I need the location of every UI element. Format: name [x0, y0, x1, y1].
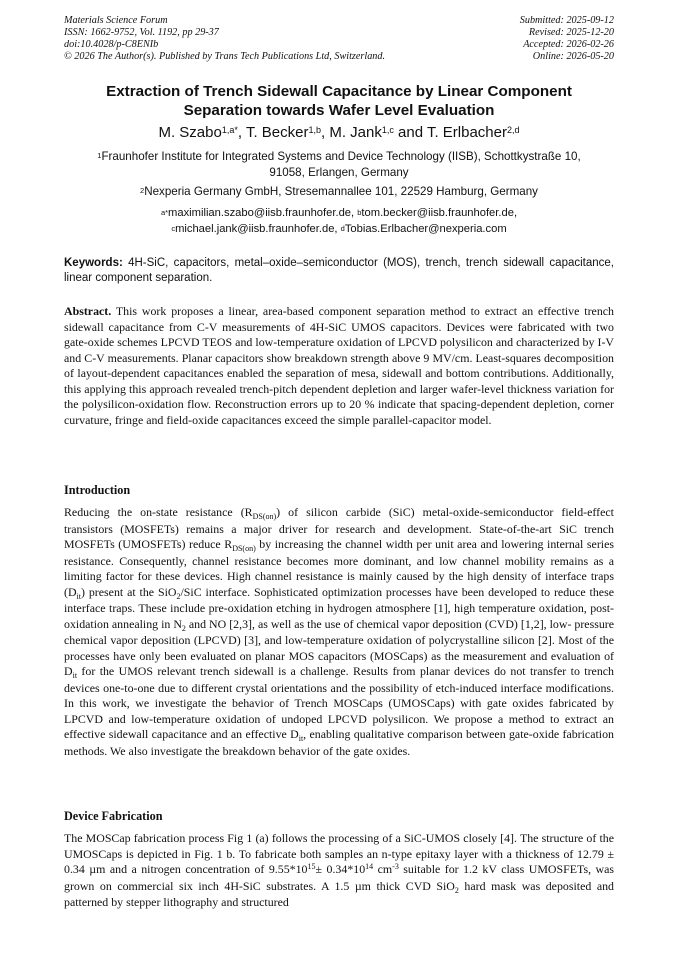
introduction-paragraph: [64, 505, 614, 759]
submitted-date: Submitted: 2025-09-12: [519, 15, 614, 26]
journal-name: Materials Science Forum: [64, 15, 168, 26]
affiliation-mark: 1: [97, 151, 102, 160]
subscript: it: [76, 591, 81, 601]
text-run: ) of silicon carbide (SiC) metal-oxide-semiconductor field-effect transistors (MOSFETs) remains a major driver for research and development. State-of-the-art SiC trench MOSFETs (UMOSFETs) reduce R: [64, 505, 614, 551]
author-name: M. Jank: [329, 124, 382, 141]
keywords: [64, 256, 614, 286]
title-line-1: Extraction of Trench Sidewall Capacitance by Linear Component: [106, 83, 572, 100]
author-list: [64, 123, 614, 142]
subscript: DS(on): [232, 544, 256, 553]
introduction-heading: Introduction: [64, 483, 131, 497]
text-run: and NO [2,3], as well as the use of chemical vapor deposition (CVD) [1,2], low- pressure chemical vapor deposition (LPCVD) [3], and low-temperature oxidation of polycrystalline silicon [2]. Most of the processes have only been evaluated on planar MOS capacitors (MOSCaps) as the measurement and evaluation of D: [64, 616, 615, 678]
text-run: hard mask was deposited and patterned by stepper lithography and structured: [64, 878, 614, 909]
doi-line[interactable]: doi:10.4028/p-C8ENIb: [64, 39, 159, 50]
email-link[interactable]: tom.becker@iisb.fraunhofer.de,: [361, 207, 518, 219]
title-line-2: Separation towards Wafer Level Evaluation: [183, 102, 495, 119]
issn-line: ISSN: 1662-9752, Vol. 1192, pp 29-37: [64, 27, 219, 38]
text-run: ± 0.34*10: [315, 862, 366, 876]
subscript: it: [72, 671, 78, 680]
affiliation-mark: 2: [140, 186, 145, 195]
copyright-line: © 2026 The Author(s). Published by Trans Tech Publications Ltd, Switzerland.: [64, 51, 386, 62]
accepted-date: Accepted: 2026-02-26: [523, 39, 614, 50]
paper-title: [64, 82, 614, 120]
keywords-label: Keywords:: [64, 257, 123, 269]
author-name: T. Becker: [245, 124, 309, 141]
email-mark: b: [357, 208, 362, 217]
author-and: and: [393, 124, 427, 141]
abstract-text: This work proposes a linear, area-based component separation method to extract an effective trench sidewall capacitance from C-V measurements of 4H-SiC UMOS capacitors. Devices were fabricated with two gate-oxide schemes LPCVD TEOS and low-temperature oxidation of LPCVD polysilicon and characterized by I-V and C-V measurements. Planar capacitors show breakdown strength above 9 MV/cm. Least-squares decomposition of layout-dependent capacitances enabled the separation of mesa, sidewall and bottom contributions. Additionally, this applying this approach revealed trench-pitch dependent depletion and larger wafer-level thickness variation for the polysilicon-oxidation flow. Reconstruction errors up to 20 % indicate that spacing-dependent depletion, corner curvature, fringe and field-oxide capacitances exceed the simple parallel-capacitor model.: [64, 304, 614, 427]
text-run: /SiC interface. Sophisticated optimization processes have been developed to reduce these interface traps. These include pre-oxidation etching in hydrogen atmosphere [1], high temperature oxidation, post-oxidation annealing in N: [64, 584, 614, 631]
affiliation-text: Nexperia Germany GmbH, Stresemannallee 101, 22529 Hamburg, Germany: [144, 185, 538, 198]
text-run: ) present at the SiO: [81, 584, 177, 599]
abstract-label: Abstract.: [64, 304, 112, 318]
subscript: 2: [181, 623, 186, 633]
dates-info: [520, 15, 614, 63]
keywords-text: 4H-SiC, capacitors, metal–oxide–semiconductor (MOS), trench, trench sidewall capacitance, linear component separation.: [64, 257, 614, 284]
author-separator: ,: [237, 124, 246, 141]
journal-info: [64, 15, 385, 63]
email-mark: d: [340, 223, 345, 233]
text-run: for the UMOS relevant trench sidewall is a challenge. Results from planar devices do not transfer to trench devices one-to-one due to different crystal orientations and the possibility of etch-induced interface modifications. In this work, we investigate the behavior of Trench MOSCaps (UMOSCaps) with gate oxides fabricated by LPCVD and low-temperature oxidation of undoped LPCVD polysilicon. We propose a method to extract an effective sidewall capacitance and an effective D: [64, 664, 614, 741]
affiliation-text: 91058, Erlangen, Germany: [269, 165, 409, 179]
fabrication-heading: Device Fabrication: [64, 809, 163, 823]
text-run: by increasing the channel width per unit area and lowering internal series resistance. Consequently, channel resistance becomes more dominant, and low channel mobility remains as a limiting factor for these devices. High channel resistance is mainly caused by the high density of interface traps (D: [64, 537, 614, 599]
affiliation-2: [64, 184, 614, 200]
email-link[interactable]: maximilian.szabo@iisb.fraunhofer.de,: [168, 207, 358, 219]
author-affiliation-mark: 2,d: [507, 125, 520, 135]
superscript: 15: [307, 862, 316, 871]
text-run: , enabling qualitative comparison between gate-oxide fabrication methods. We also investigate the breakdown behavior of the gate oxides.: [64, 727, 614, 758]
text-run: Reducing the on-state resistance (R: [64, 505, 253, 519]
online-date: Online: 2026-05-20: [532, 51, 614, 62]
affiliation-text: Fraunhofer Institute for Integrated Systems and Device Technology (IISB), Schottkystraße 10,: [101, 150, 581, 163]
email-block: [64, 206, 614, 237]
revised-date: Revised: 2025-12-20: [528, 27, 614, 38]
author-name: M. Szabo: [158, 124, 222, 141]
text-run: suitable for 1.2 kV class UMOSFETs, was grown on commercial six inch 4H-SiC substrates. A 1.5 µm thick CVD SiO: [64, 862, 614, 893]
email-link[interactable]: michael.jank@iisb.fraunhofer.de,: [175, 222, 341, 235]
subscript: it: [298, 734, 304, 743]
text-run: cm: [373, 862, 393, 876]
author-affiliation-mark: 1,b: [308, 125, 321, 135]
subscript: 2: [454, 885, 459, 895]
abstract: [64, 304, 614, 428]
text-run: The MOSCap fabrication process Fig 1 (a) follows the processing of a SiC-UMOS closely [4]. The structure of the UMOSCaps is depicted in Fig. 1 b. To fabricate both samples an n-type epitaxy layer with a thickness of 12.79 ± 0.34 µm and a nitrogen concentration of 9.55*10: [64, 831, 614, 876]
author-affiliation-mark: 1,a*: [221, 125, 238, 135]
superscript: 14: [365, 862, 374, 871]
subscript: 2: [176, 591, 181, 601]
author-separator: ,: [320, 124, 330, 141]
email-link[interactable]: Tobias.Erlbacher@nexperia.com: [344, 222, 507, 235]
author-affiliation-mark: 1,c: [381, 125, 394, 135]
superscript: -3: [392, 862, 399, 871]
email-mark: c: [171, 223, 176, 233]
subscript: DS(on): [252, 512, 277, 521]
fabrication-paragraph: [64, 831, 614, 911]
affiliation-1: [64, 149, 614, 180]
author-name: T. Erlbacher: [426, 124, 507, 141]
email-mark: a*: [160, 208, 169, 217]
